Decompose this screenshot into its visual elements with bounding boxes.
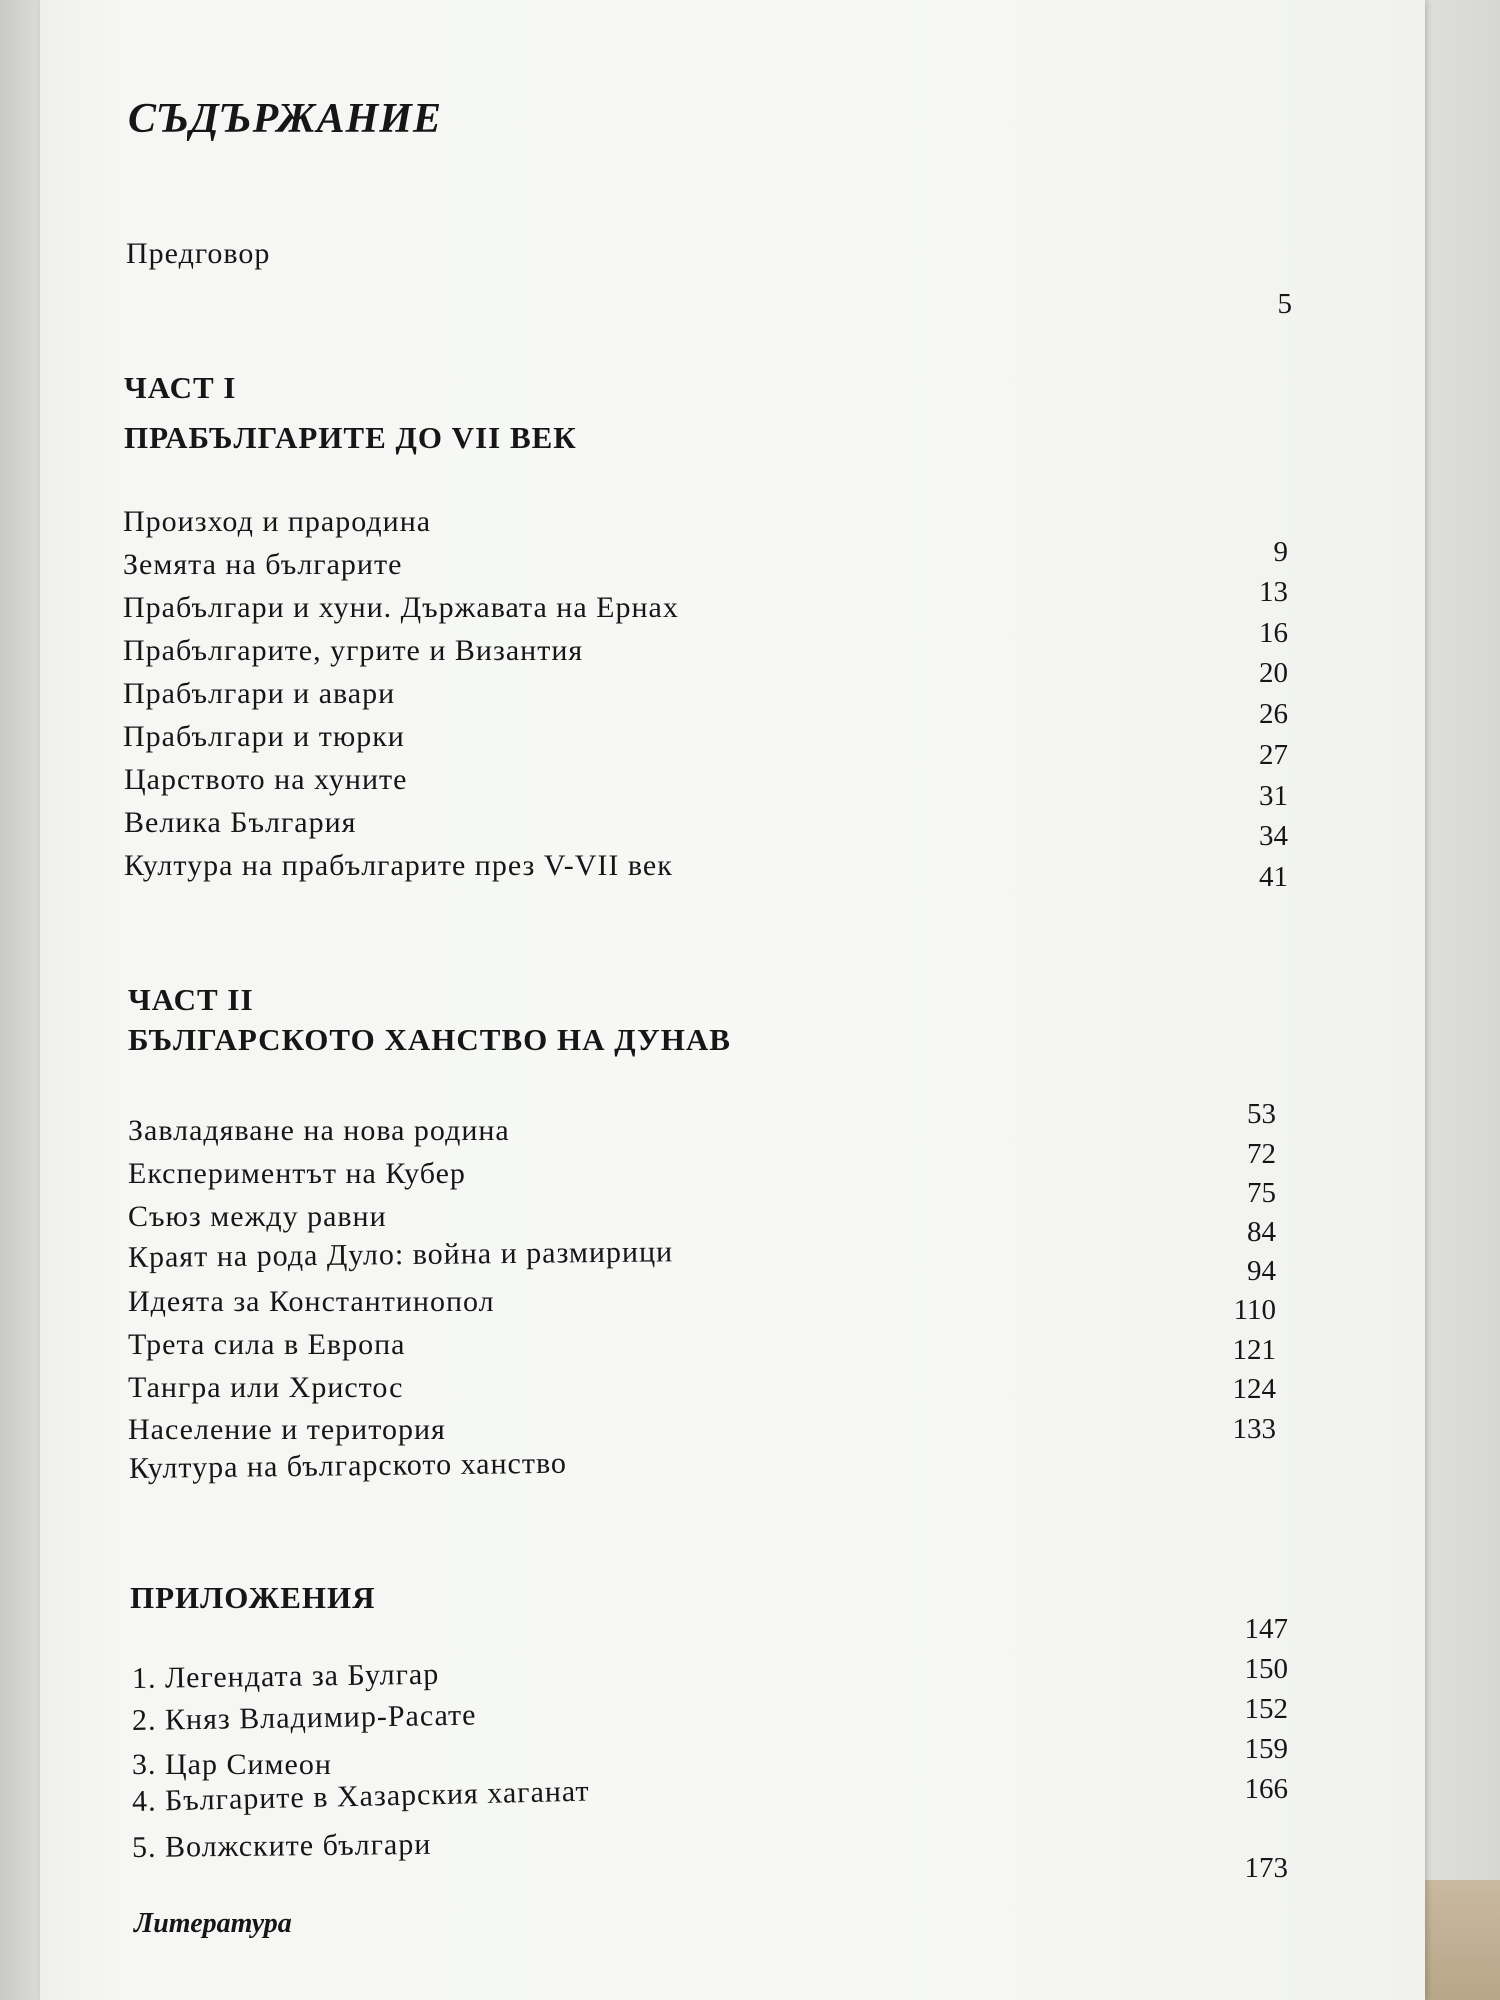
part1-entry: Култура на прабългарите през V-VII век: [124, 849, 673, 882]
part1-page-number: 34: [1259, 820, 1288, 852]
appendix-entry: 3. Цар Симеон: [132, 1748, 332, 1781]
part1-page-number: 9: [1273, 536, 1288, 568]
foreword-page-number: 5: [1277, 288, 1292, 320]
part1-page-number: 13: [1259, 576, 1288, 608]
part1-entry: Царството на хуните: [124, 763, 408, 796]
part2-entry: Завладяване на нова родина: [128, 1114, 510, 1147]
adjacent-page-edge: [1425, 0, 1500, 2000]
part1-page-number: 16: [1259, 617, 1288, 649]
part1-page-number: 26: [1259, 698, 1288, 730]
appendix-entry: 4. Българите в Хазарския хаганат: [131, 1774, 590, 1818]
part1-page-number: 20: [1259, 657, 1288, 689]
appendices-heading: ПРИЛОЖЕНИЯ: [130, 1580, 376, 1615]
part2-entry: Население и територия: [128, 1413, 446, 1446]
appendix-entry: 2. Княз Владимир-Расате: [131, 1698, 477, 1737]
foreword-title: Предговор: [126, 237, 271, 270]
toc-title: СЪДЪРЖАНИЕ: [128, 96, 442, 142]
part1-heading: ПРАБЪЛГАРИТЕ ДО VII ВЕК: [124, 420, 577, 455]
part1-entry: Прабългари и тюрки: [123, 720, 405, 753]
part2-page-number: 94: [1247, 1255, 1276, 1287]
part2-page-number: 75: [1247, 1177, 1276, 1209]
part2-entry: Идеята за Константинопол: [128, 1285, 495, 1318]
part2-entry: Експериментът на Кубер: [128, 1157, 466, 1190]
part1-entry: Прабългарите, угрите и Византия: [123, 634, 584, 667]
part2-entry: Съюз между равни: [128, 1200, 387, 1233]
part2-page-number: 72: [1247, 1138, 1276, 1170]
appendix-entry: 1. Легендата за Булгар: [131, 1657, 440, 1695]
part1-page-number: 27: [1259, 739, 1288, 771]
literature-title: Литература: [134, 1908, 292, 1939]
part2-label: ЧАСТ II: [128, 982, 254, 1017]
part2-page-number: 110: [1233, 1294, 1276, 1326]
appendix-page-number: 166: [1244, 1773, 1288, 1805]
part1-entry: Земята на българите: [123, 548, 403, 581]
appendix-page-number: 147: [1244, 1613, 1288, 1645]
part2-page-number: 124: [1232, 1373, 1276, 1405]
appendix-page-number: 150: [1244, 1653, 1288, 1685]
part1-page-number: 41: [1259, 861, 1288, 893]
part1-entry: Произход и прародина: [123, 505, 432, 538]
part1-entry: Прабългари и авари: [123, 677, 396, 710]
part2-page-number: 121: [1232, 1334, 1276, 1366]
part2-entry: Трета сила в Европа: [128, 1328, 406, 1361]
part1-entry: Велика България: [124, 806, 357, 839]
part2-heading: БЪЛГАРСКОТО ХАНСТВО НА ДУНАВ: [128, 1022, 731, 1057]
part2-entry: Краят на рода Дуло: война и размирици: [127, 1235, 674, 1274]
part2-page-number: 84: [1247, 1216, 1276, 1248]
part2-page-number: 53: [1247, 1098, 1276, 1130]
appendix-page-number: 159: [1244, 1733, 1288, 1765]
appendix-page-number: 152: [1244, 1693, 1288, 1725]
part2-entry: Култура на българското ханство: [128, 1446, 568, 1485]
literature-page-number: 173: [1244, 1852, 1288, 1884]
book-page: [40, 0, 1425, 2000]
part2-entry: Тангра или Христос: [128, 1371, 404, 1404]
part1-label: ЧАСТ I: [124, 370, 237, 405]
part2-page-number: 133: [1232, 1413, 1276, 1445]
part1-page-number: 31: [1259, 780, 1288, 812]
part1-entry: Прабългари и хуни. Държавата на Ернах: [123, 591, 679, 624]
appendix-entry: 5. Волжските българи: [131, 1827, 432, 1864]
